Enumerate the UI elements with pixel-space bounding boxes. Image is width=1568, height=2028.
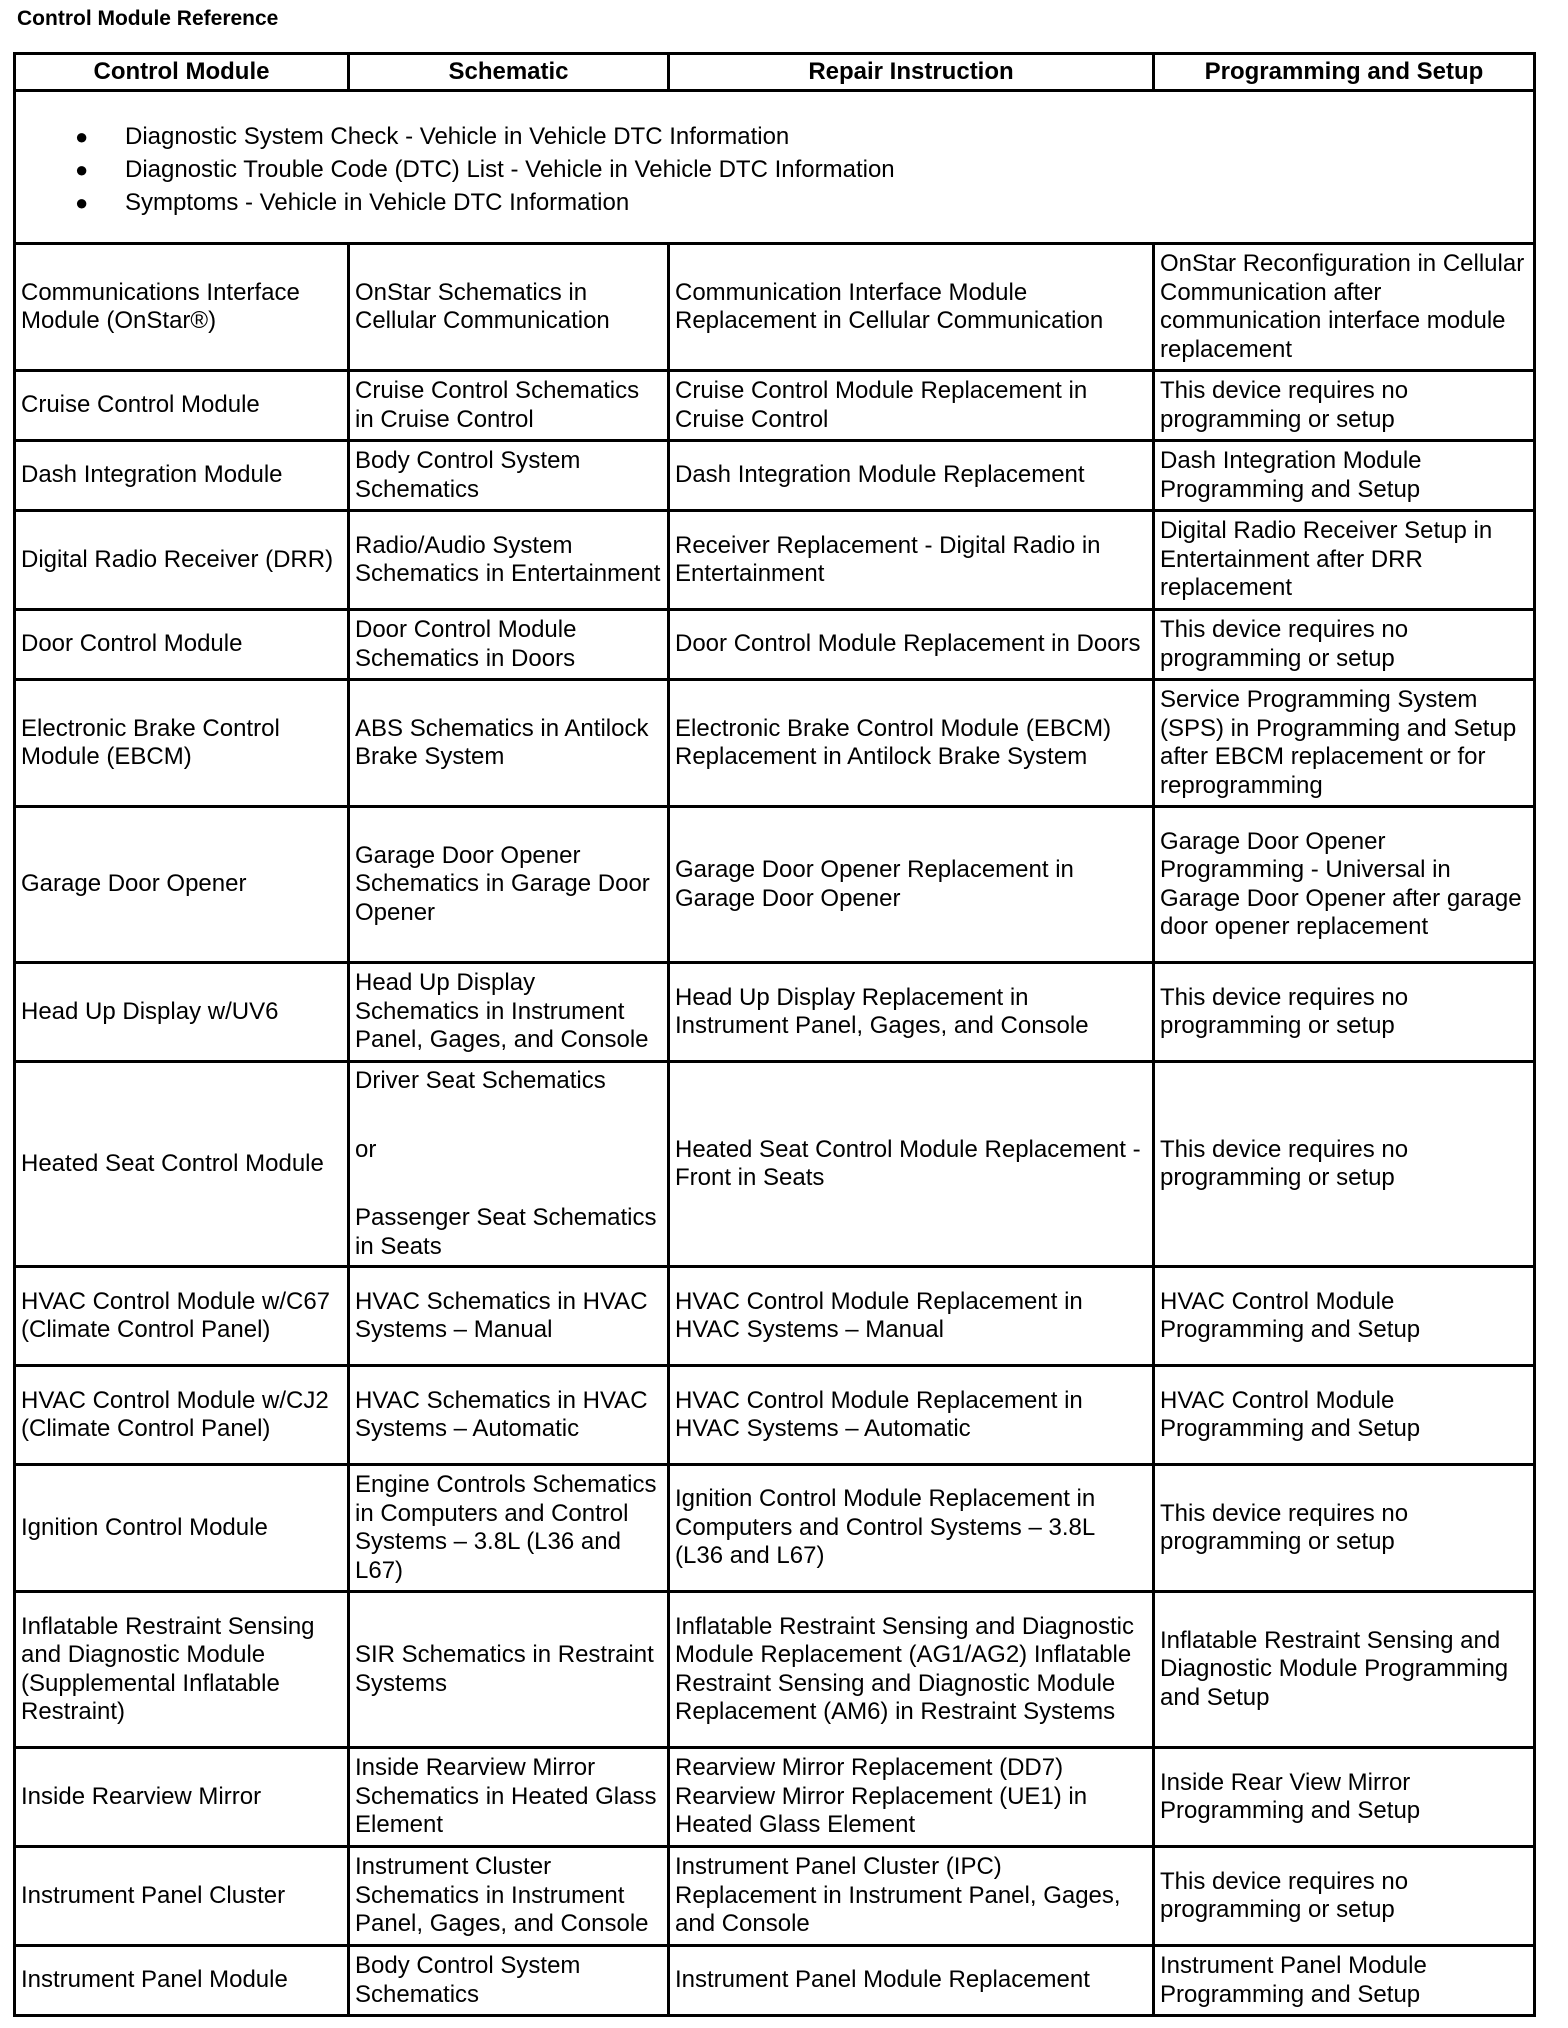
table-row [15,1366,1535,1465]
repair-link[interactable]: Electronic Brake Control Module (EBCM) Replacement in Antilock Brake System [669,680,1154,807]
module-cell: Heated Seat Control Module [15,1062,349,1267]
programming-link[interactable]: This device requires no programming or setup [1154,371,1535,441]
repair-link[interactable]: Heated Seat Control Module Replacement - Front in Seats [669,1062,1154,1267]
schematic-link[interactable]: Garage Door Opener Schematics in Garage Door Opener [349,807,669,963]
intro-list [21,120,1528,219]
schematic-link[interactable]: Radio/Audio System Schematics in Entertainment [349,511,669,610]
repair-link[interactable]: Communication Interface Module Replacement in Cellular Communication [669,244,1154,371]
driver-seat-schematic-link[interactable]: Driver Seat Schematics [355,1067,606,1094]
module-cell: Inside Rearview Mirror [15,1748,349,1847]
programming-link[interactable]: Dash Integration Module Programming and Setup [1154,441,1535,511]
spacer [355,1164,662,1204]
schematic-cell [349,1062,669,1267]
bullet-icon: ● [75,189,89,215]
programming-link[interactable]: This device requires no programming or setup [1154,1465,1535,1592]
programming-link[interactable]: This device requires no programming or setup [1154,610,1535,680]
bullet-icon: ● [75,123,89,149]
bullet-icon: ● [75,156,89,182]
or-text: or [355,1135,377,1163]
schematic-link[interactable]: Inside Rearview Mirror Schematics in Heated Glass Element [349,1748,669,1847]
schematic-link[interactable]: Body Control System Schematics [349,1946,669,2016]
schematic-link[interactable]: HVAC Schematics in HVAC Systems – Automatic [349,1366,669,1465]
table-row [15,1592,1535,1748]
module-cell: Instrument Panel Cluster [15,1847,349,1946]
module-cell: Head Up Display w/UV6 [15,963,349,1062]
schematic-link[interactable]: ABS Schematics in Antilock Brake System [349,680,669,807]
module-cell: Cruise Control Module [15,371,349,441]
schematic-link[interactable]: Door Control Module Schematics in Doors [349,610,669,680]
table-row [15,511,1535,610]
table-header-row [15,54,1535,91]
repair-link[interactable]: Receiver Replacement - Digital Radio in Entertainment [669,511,1154,610]
schematic-link[interactable]: Cruise Control Schematics in Cruise Control [349,371,669,441]
intro-list-item[interactable] [75,153,1528,186]
repair-link[interactable]: Inflatable Restraint Sensing and Diagnostic Module Replacement (AG1/AG2) Inflatable Restraint Sensing and Diagnostic Module Replacement (AM6) in Restraint Systems [669,1592,1154,1748]
programming-link[interactable]: Garage Door Opener Programming - Universal in Garage Door Opener after garage door opener replacement [1154,807,1535,963]
repair-link[interactable]: Ignition Control Module Replacement in Computers and Control Systems – 3.8L (L36 and L67) [669,1465,1154,1592]
module-cell: Garage Door Opener [15,807,349,963]
page-title: Control Module Reference [17,7,279,30]
header-repair-instruction: Repair Instruction [669,54,1154,91]
programming-link[interactable]: This device requires no programming or setup [1154,1062,1535,1267]
repair-link[interactable]: HVAC Control Module Replacement in HVAC Systems – Automatic [669,1366,1154,1465]
intro-link[interactable]: Diagnostic System Check - Vehicle in Vehicle DTC Information [125,122,790,150]
table-row [15,680,1535,807]
module-cell: Digital Radio Receiver (DRR) [15,511,349,610]
schematic-link[interactable]: Engine Controls Schematics in Computers and Control Systems – 3.8L (L36 and L67) [349,1465,669,1592]
programming-link[interactable]: This device requires no programming or setup [1154,1847,1535,1946]
schematic-link[interactable]: Head Up Display Schematics in Instrument Panel, Gages, and Console [349,963,669,1062]
module-cell: Instrument Panel Module [15,1946,349,2016]
intro-row [15,91,1535,244]
programming-link[interactable]: Instrument Panel Module Programming and Setup [1154,1946,1535,2016]
table-row [15,1748,1535,1847]
repair-link[interactable]: Garage Door Opener Replacement in Garage Door Opener [669,807,1154,963]
header-schematic: Schematic [349,54,669,91]
schematic-link[interactable]: Instrument Cluster Schematics in Instrument Panel, Gages, and Console [349,1847,669,1946]
table-row [15,371,1535,441]
table-row [15,963,1535,1062]
repair-link[interactable]: Dash Integration Module Replacement [669,441,1154,511]
programming-link[interactable]: Digital Radio Receiver Setup in Entertainment after DRR replacement [1154,511,1535,610]
table-row [15,244,1535,371]
passenger-seat-schematic-link[interactable]: Passenger Seat Schematics in Seats [355,1204,657,1260]
repair-link[interactable]: Instrument Panel Cluster (IPC) Replacement in Instrument Panel, Gages, and Console [669,1847,1154,1946]
table-row [15,807,1535,963]
intro-list-item[interactable] [75,120,1528,153]
schematic-link[interactable]: OnStar Schematics in Cellular Communication [349,244,669,371]
module-cell: Communications Interface Module (OnStar®) [15,244,349,371]
module-cell: Door Control Module [15,610,349,680]
table-row [15,1847,1535,1946]
repair-link[interactable]: Instrument Panel Module Replacement [669,1946,1154,2016]
programming-link[interactable]: OnStar Reconfiguration in Cellular Communication after communication interface module replacement [1154,244,1535,371]
table-row [15,1946,1535,2016]
header-programming-setup: Programming and Setup [1154,54,1535,91]
control-module-table [13,52,1536,2017]
repair-link[interactable]: Cruise Control Module Replacement in Cruise Control [669,371,1154,441]
spacer [355,1096,662,1136]
schematic-link[interactable]: HVAC Schematics in HVAC Systems – Manual [349,1267,669,1366]
module-cell: Dash Integration Module [15,441,349,511]
intro-link[interactable]: Symptoms - Vehicle in Vehicle DTC Information [125,188,630,216]
schematic-link[interactable]: Body Control System Schematics [349,441,669,511]
table-row [15,610,1535,680]
module-cell: Inflatable Restraint Sensing and Diagnostic Module (Supplemental Inflatable Restraint) [15,1592,349,1748]
module-cell: HVAC Control Module w/CJ2 (Climate Control Panel) [15,1366,349,1465]
table-row [15,441,1535,511]
repair-link[interactable]: Door Control Module Replacement in Doors [669,610,1154,680]
table-row [15,1267,1535,1366]
repair-link[interactable]: Head Up Display Replacement in Instrument Panel, Gages, and Console [669,963,1154,1062]
programming-link[interactable]: Inside Rear View Mirror Programming and Setup [1154,1748,1535,1847]
programming-link[interactable]: HVAC Control Module Programming and Setup [1154,1267,1535,1366]
intro-cell [15,91,1535,244]
header-control-module: Control Module [15,54,349,91]
table-row [15,1062,1535,1267]
repair-link[interactable]: Rearview Mirror Replacement (DD7) Rearview Mirror Replacement (UE1) in Heated Glass Element [669,1748,1154,1847]
programming-link[interactable]: Service Programming System (SPS) in Programming and Setup after EBCM replacement or for reprogramming [1154,680,1535,807]
module-cell: HVAC Control Module w/C67 (Climate Control Panel) [15,1267,349,1366]
intro-link[interactable]: Diagnostic Trouble Code (DTC) List - Vehicle in Vehicle DTC Information [125,155,895,183]
repair-link[interactable]: HVAC Control Module Replacement in HVAC Systems – Manual [669,1267,1154,1366]
programming-link[interactable]: Inflatable Restraint Sensing and Diagnostic Module Programming and Setup [1154,1592,1535,1748]
programming-link[interactable]: HVAC Control Module Programming and Setup [1154,1366,1535,1465]
module-cell: Electronic Brake Control Module (EBCM) [15,680,349,807]
programming-link[interactable]: This device requires no programming or setup [1154,963,1535,1062]
schematic-link[interactable]: SIR Schematics in Restraint Systems [349,1592,669,1748]
intro-list-item[interactable] [75,186,1528,219]
table-row [15,1465,1535,1592]
module-cell: Ignition Control Module [15,1465,349,1592]
